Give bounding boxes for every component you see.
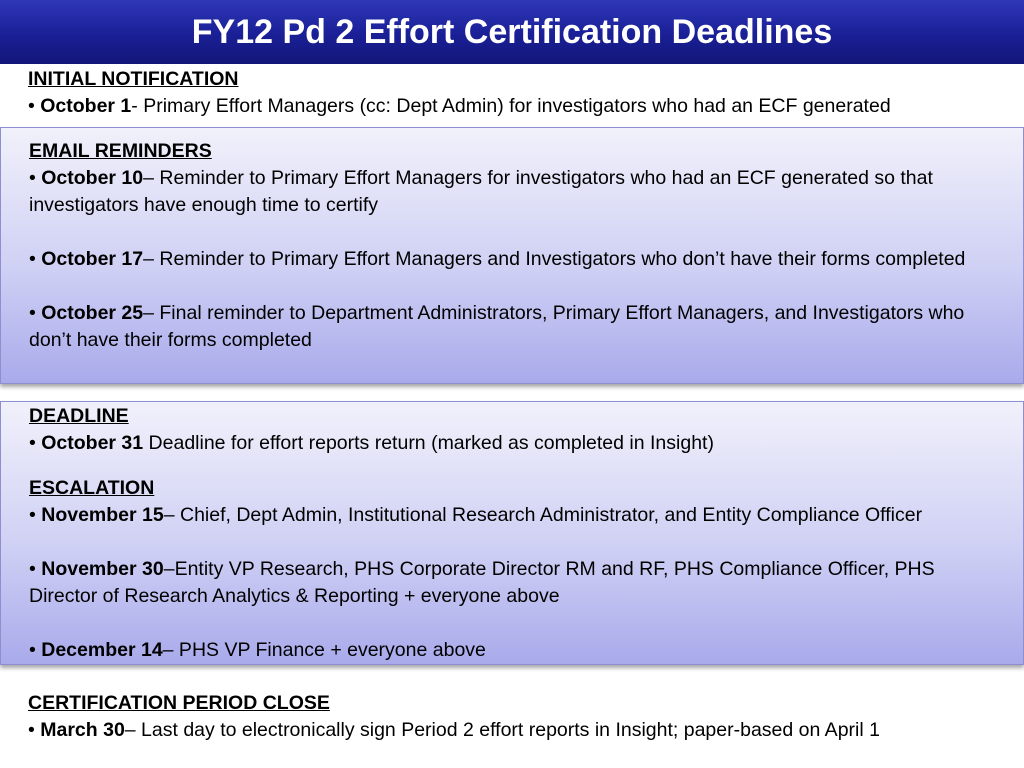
deadline-escalation-panel xyxy=(0,401,1024,665)
spacer xyxy=(29,457,995,475)
list-item xyxy=(29,502,995,529)
item-text: Deadline for effort reports return (marked as completed in Insight) xyxy=(143,432,714,454)
bullet-icon: • xyxy=(29,639,36,661)
list-item xyxy=(28,717,996,744)
list-item xyxy=(29,300,995,354)
item-text: – Chief, Dept Admin, Institutional Research Administrator, and Entity Compliance Officer xyxy=(163,504,923,526)
initial-notification-section xyxy=(0,66,1024,120)
list-item xyxy=(28,93,996,120)
item-date: March 30 xyxy=(40,719,125,741)
bullet-icon: • xyxy=(29,504,36,526)
item-date: November 30 xyxy=(41,558,164,580)
item-date: October 1 xyxy=(40,95,132,117)
list-item xyxy=(29,430,995,457)
escalation-heading: ESCALATION xyxy=(29,477,155,499)
bullet-icon: • xyxy=(28,719,35,741)
bullet-icon: • xyxy=(28,95,35,117)
list-item xyxy=(29,246,995,273)
spacer xyxy=(29,529,995,556)
item-text: – Reminder to Primary Effort Managers and Investigators who don’t have their forms completed xyxy=(143,248,966,270)
list-item xyxy=(29,556,995,610)
bullet-icon: • xyxy=(29,302,36,324)
item-text: – Last day to electronically sign Period 2 effort reports in Insight; paper-based on April 1 xyxy=(124,719,880,741)
spacer xyxy=(29,610,995,637)
item-date: October 17 xyxy=(41,248,144,270)
initial-notification-heading: INITIAL NOTIFICATION xyxy=(28,68,239,90)
item-text: – Final reminder to Department Administrators, Primary Effort Managers, and Investigators who don’t have their forms completed xyxy=(29,302,965,351)
certification-close-section xyxy=(0,690,1024,744)
title-bar xyxy=(0,0,1024,64)
list-item xyxy=(29,637,995,664)
bullet-icon: • xyxy=(29,248,36,270)
item-date: October 25 xyxy=(41,302,144,324)
spacer xyxy=(29,219,995,246)
item-text: – PHS VP Finance + everyone above xyxy=(162,639,486,661)
slide-title: FY12 Pd 2 Effort Certification Deadlines xyxy=(191,12,833,51)
item-date: October 31 xyxy=(41,432,144,454)
spacer xyxy=(29,273,995,300)
item-text: - Primary Effort Managers (cc: Dept Admin) for investigators who had an ECF generated xyxy=(131,95,891,117)
bullet-icon: • xyxy=(29,432,36,454)
list-item xyxy=(29,165,995,219)
email-reminders-heading: EMAIL REMINDERS xyxy=(29,140,212,162)
bullet-icon: • xyxy=(29,558,36,580)
item-text: –Entity VP Research, PHS Corporate Director RM and RF, PHS Compliance Officer, PHS Director of Research Analytics & Reporting + everyone above xyxy=(29,558,935,607)
item-text: – Reminder to Primary Effort Managers for investigators who had an ECF generated so that investigators have enough time to certify xyxy=(29,167,933,216)
item-date: November 15 xyxy=(41,504,164,526)
bullet-icon: • xyxy=(29,167,36,189)
certification-close-heading: CERTIFICATION PERIOD CLOSE xyxy=(28,692,330,714)
email-reminders-panel xyxy=(0,127,1024,384)
item-date: December 14 xyxy=(41,639,163,661)
deadline-heading: DEADLINE xyxy=(29,405,129,427)
item-date: October 10 xyxy=(41,167,144,189)
